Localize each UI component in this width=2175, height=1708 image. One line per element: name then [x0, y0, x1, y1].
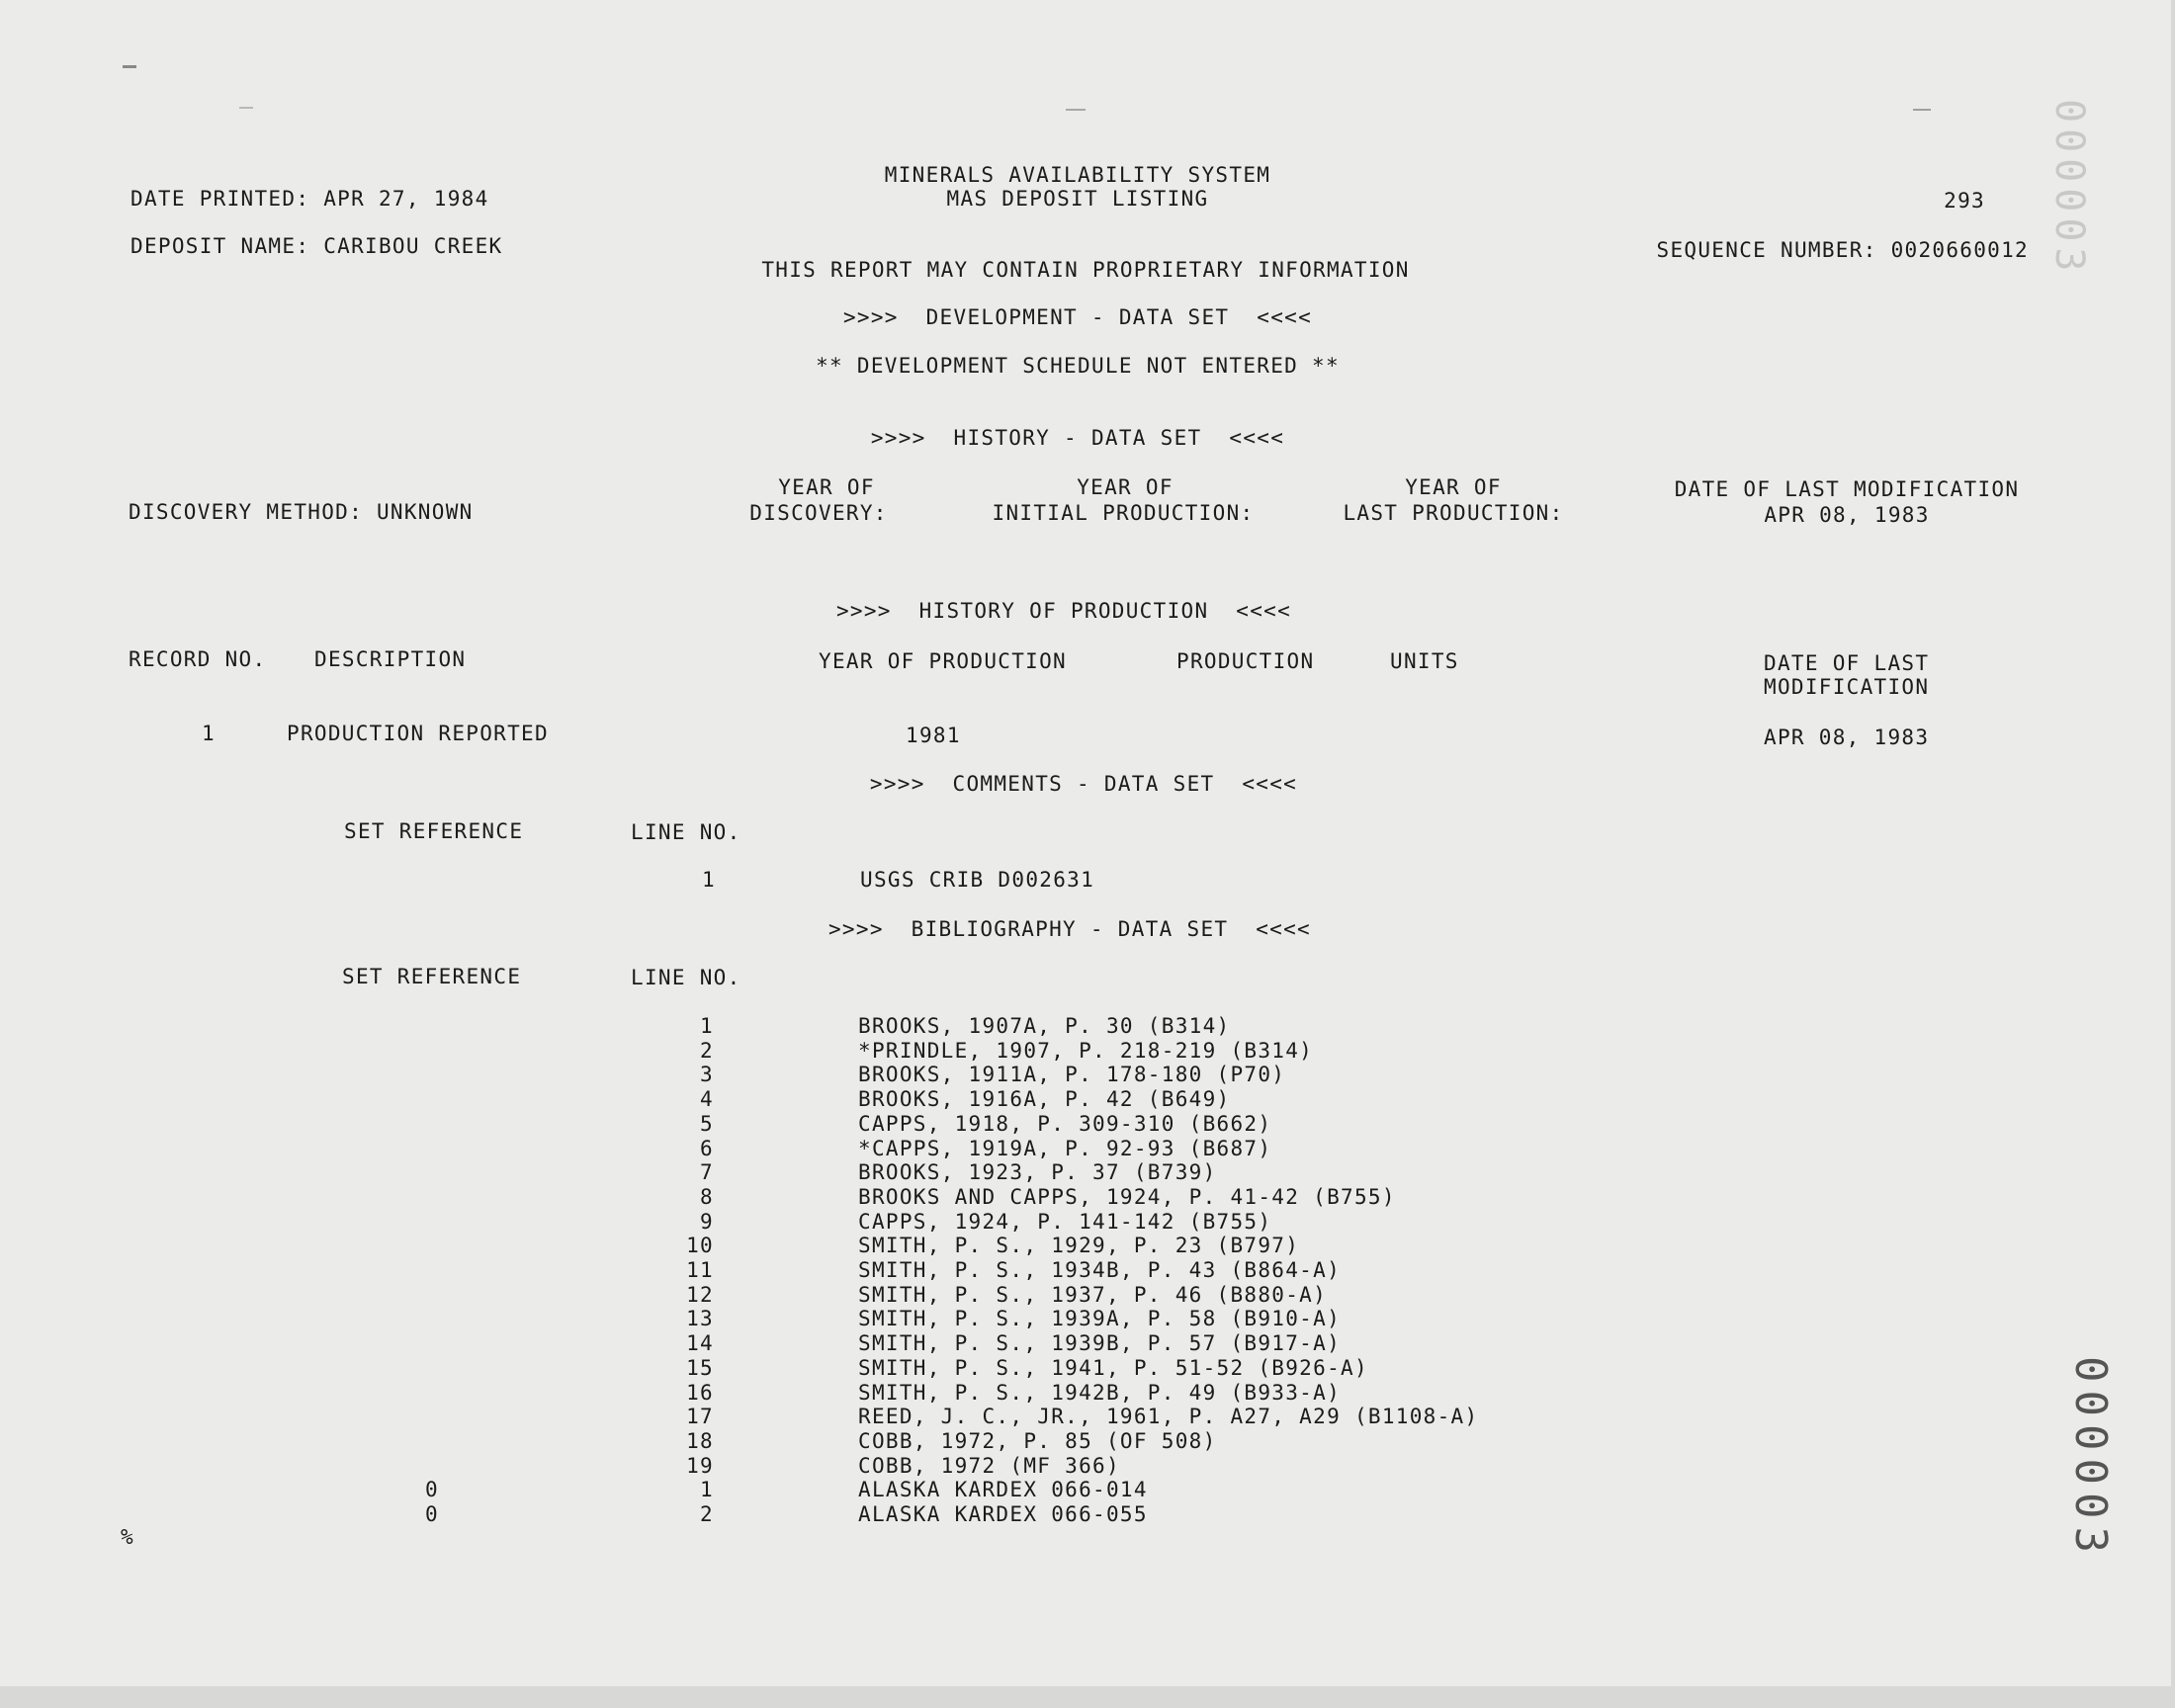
production-col-year: YEAR OF PRODUCTION [819, 649, 1067, 673]
bibliography-row-citation: SMITH, P. S., 1939A, P. 58 (B910-A) [858, 1307, 1342, 1330]
bibliography-row-citation: SMITH, P. S., 1934B, P. 43 (B864-A) [858, 1258, 1342, 1282]
bibliography-row-line-no: 19 [686, 1454, 714, 1478]
listing-title: MAS DEPOSIT LISTING [946, 187, 1209, 211]
bibliography-row-line-no: 2 [700, 1039, 714, 1063]
development-heading: >>>> DEVELOPMENT - DATA SET <<<< [842, 305, 1313, 329]
deposit-name: DEPOSIT NAME: CARIBOU CREEK [130, 234, 503, 258]
proprietary-notice: THIS REPORT MAY CONTAIN PROPRIETARY INFORMATION [761, 258, 1410, 282]
production-row-description: PRODUCTION REPORTED [287, 722, 549, 745]
bibliography-row-citation: BROOKS, 1916A, P. 42 (B649) [858, 1087, 1231, 1111]
bibliography-row-line-no: 12 [686, 1283, 714, 1307]
frame-number: 000003 [2065, 1356, 2116, 1561]
sequence-number: SEQUENCE NUMBER: 0020660012 [1656, 238, 2029, 262]
bibliography-row-set-reference: 0 [425, 1478, 439, 1501]
production-col-production: PRODUCTION [1176, 649, 1315, 673]
bibliography-row-line-no: 11 [686, 1258, 714, 1282]
year-last-label-1: YEAR OF [1405, 475, 1502, 499]
bibliography-row-line-no: 6 [700, 1137, 714, 1160]
bibliography-row-citation: ALASKA KARDEX 066-014 [858, 1478, 1148, 1501]
bibliography-row-citation: *CAPPS, 1919A, P. 92-93 (B687) [858, 1137, 1272, 1160]
frame-number-faint: 000003 [2046, 99, 2092, 278]
bibliography-row-line-no: 1 [700, 1478, 714, 1501]
bibliography-col-set-reference: SET REFERENCE [342, 965, 522, 988]
year-initial-label-1: YEAR OF [1077, 475, 1174, 499]
system-title: MINERALS AVAILABILITY SYSTEM [884, 163, 1271, 187]
bibliography-row-citation: *PRINDLE, 1907, P. 218-219 (B314) [858, 1039, 1314, 1063]
bibliography-row-citation: ALASKA KARDEX 066-055 [858, 1502, 1148, 1526]
comments-col-set-reference: SET REFERENCE [344, 819, 524, 843]
production-row-year: 1981 [906, 724, 961, 747]
bibliography-row-citation: CAPPS, 1918, P. 309-310 (B662) [858, 1112, 1272, 1136]
bibliography-row-citation: CAPPS, 1924, P. 141-142 (B755) [858, 1210, 1272, 1234]
bibliography-row-citation: BROOKS, 1911A, P. 178-180 (P70) [858, 1063, 1286, 1086]
bibliography-row-citation: SMITH, P. S., 1942B, P. 49 (B933-A) [858, 1381, 1342, 1405]
production-col-date-1: DATE OF LAST [1764, 651, 1930, 675]
bibliography-row-line-no: 2 [700, 1502, 714, 1526]
scan-mark [123, 65, 136, 68]
bibliography-row-line-no: 15 [686, 1356, 714, 1380]
bibliography-row-set-reference: 0 [425, 1502, 439, 1526]
scan-mark [1913, 109, 1931, 111]
bibliography-row-citation: COBB, 1972, P. 85 (OF 508) [858, 1429, 1217, 1453]
comments-col-line-no: LINE NO. [631, 820, 741, 844]
history-heading: >>>> HISTORY - DATA SET <<<< [870, 426, 1285, 450]
year-last-label-2: LAST PRODUCTION: [1343, 501, 1564, 525]
last-modification-value: APR 08, 1983 [1764, 503, 1930, 527]
bibliography-heading: >>>> BIBLIOGRAPHY - DATA SET <<<< [827, 917, 1312, 941]
bibliography-row-citation: SMITH, P. S., 1929, P. 23 (B797) [858, 1234, 1300, 1257]
page-number: 293 [1944, 189, 1985, 213]
bibliography-row-line-no: 9 [700, 1210, 714, 1234]
production-row-record: 1 [202, 722, 216, 745]
bibliography-row-citation: SMITH, P. S., 1939B, P. 57 (B917-A) [858, 1331, 1342, 1355]
bibliography-row-line-no: 1 [700, 1014, 714, 1038]
bibliography-row-citation: BROOKS, 1923, P. 37 (B739) [858, 1160, 1217, 1184]
bibliography-row-line-no: 5 [700, 1112, 714, 1136]
bibliography-row-line-no: 3 [700, 1063, 714, 1086]
discovery-method: DISCOVERY METHOD: UNKNOWN [129, 500, 474, 524]
production-row-date: APR 08, 1983 [1764, 726, 1930, 749]
bibliography-row-line-no: 7 [700, 1160, 714, 1184]
production-col-units: UNITS [1390, 649, 1459, 673]
bibliography-row-citation: REED, J. C., JR., 1961, P. A27, A29 (B1108-A) [858, 1405, 1479, 1428]
development-note: ** DEVELOPMENT SCHEDULE NOT ENTERED ** [816, 354, 1340, 378]
production-heading: >>>> HISTORY OF PRODUCTION <<<< [835, 599, 1292, 623]
bibliography-row-line-no: 10 [686, 1234, 714, 1257]
bibliography-row-line-no: 16 [686, 1381, 714, 1405]
bibliography-row-citation: BROOKS AND CAPPS, 1924, P. 41-42 (B755) [858, 1185, 1396, 1209]
percent-mark: % [121, 1525, 134, 1549]
scan-mark [239, 107, 253, 109]
bibliography-row-line-no: 13 [686, 1307, 714, 1330]
bibliography-row-citation: COBB, 1972 (MF 366) [858, 1454, 1120, 1478]
bibliography-row-line-no: 17 [686, 1405, 714, 1428]
bibliography-row-line-no: 4 [700, 1087, 714, 1111]
year-initial-label-2: INITIAL PRODUCTION: [992, 501, 1255, 525]
bibliography-row-citation: BROOKS, 1907A, P. 30 (B314) [858, 1014, 1231, 1038]
date-printed: DATE PRINTED: APR 27, 1984 [130, 187, 489, 211]
bibliography-row-line-no: 18 [686, 1429, 714, 1453]
bibliography-col-line-no: LINE NO. [631, 966, 741, 989]
production-col-record: RECORD NO. [129, 647, 267, 671]
bibliography-row-line-no: 8 [700, 1185, 714, 1209]
comments-row-text: USGS CRIB D002631 [860, 868, 1095, 892]
production-col-description: DESCRIPTION [314, 647, 467, 671]
scan-mark [1066, 109, 1086, 111]
production-col-date-2: MODIFICATION [1764, 675, 1930, 699]
bibliography-row-line-no: 14 [686, 1331, 714, 1355]
comments-row-line: 1 [702, 868, 716, 892]
year-discovery-label-2: DISCOVERY: [749, 501, 888, 525]
bibliography-row-citation: SMITH, P. S., 1937, P. 46 (B880-A) [858, 1283, 1328, 1307]
last-modification-label: DATE OF LAST MODIFICATION [1674, 477, 2020, 501]
bibliography-row-citation: SMITH, P. S., 1941, P. 51-52 (B926-A) [858, 1356, 1368, 1380]
comments-heading: >>>> COMMENTS - DATA SET <<<< [869, 772, 1298, 796]
year-discovery-label-1: YEAR OF [778, 475, 875, 499]
